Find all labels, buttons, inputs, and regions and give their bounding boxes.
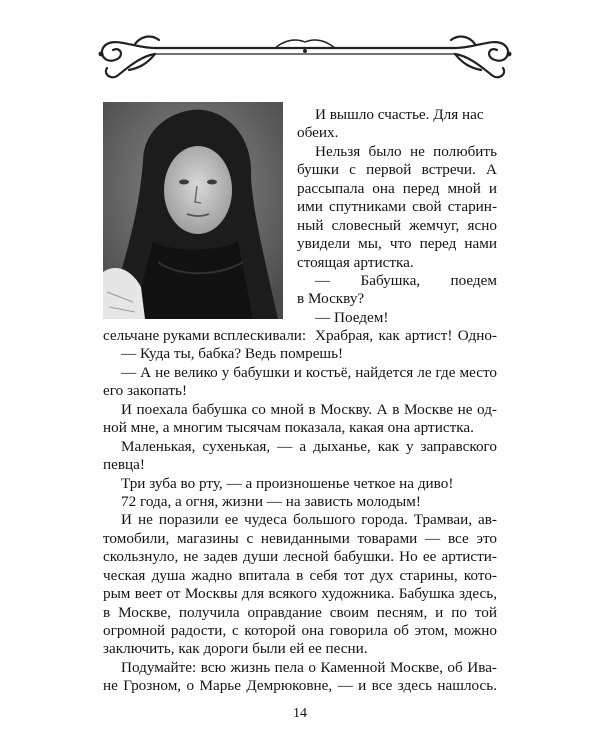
text-line: заключить, как дороги были ей ее песни. xyxy=(103,640,368,658)
text-line: Маленькая, сухенькая, — а дыханье, как у заправского xyxy=(121,437,497,455)
text-line: Храбрая, как артист! Одно- xyxy=(315,327,497,345)
text-line: Нельзя было не полюбить xyxy=(315,142,497,160)
text-line: — Поедем! xyxy=(315,308,389,326)
side-column-text xyxy=(297,106,497,346)
text-line: ческая душа жадно впитала в себя тот дух старины, кото- xyxy=(103,566,497,584)
text-line: И поехала бабушка со мной в Москву. А в Москве не од- xyxy=(121,400,497,418)
text-line: сельчане руками всплескивали: xyxy=(103,327,307,344)
text-line: огромной радости, с которой она говорила об этом, можно xyxy=(103,622,497,639)
text-line: И не поразили ее чудеса большого города. Трамваи, ав- xyxy=(121,511,497,529)
text-line: скользнуло, не задев души лесной бабушки. Но ее артисти- xyxy=(103,548,497,566)
portrait-photo xyxy=(103,102,283,319)
text-line: увидели мы, что перед нами xyxy=(297,235,497,253)
text-line: в Москве, получила оправдание своим песням, и по той xyxy=(103,603,497,621)
text-line: певца! xyxy=(103,456,145,474)
text-line: его закопать! xyxy=(103,382,188,400)
text-line: ной мне, а многим тысячам показала, какая она артистка. xyxy=(103,419,474,437)
text-line: бушки с первой встречи. А xyxy=(297,161,497,179)
page-number: 14 xyxy=(293,706,307,721)
text-line: в Москву? xyxy=(297,290,365,308)
text-line: томобили, магазины с невиданными товарами — все это xyxy=(103,529,497,547)
text-line: не Грозном, о Марье Демрюковне, — и все здесь нашлось. xyxy=(103,677,497,695)
ornament-header-icon xyxy=(95,30,515,85)
text-line: стоящая артистка. xyxy=(297,253,414,271)
text-line: обеих. xyxy=(297,124,339,142)
text-line: — А не велико у бабушки и костьё, найдется ле где место xyxy=(121,363,497,381)
text-line: ный словесный жемчуг, ясно xyxy=(297,216,497,234)
text-line: Подумайте: всю жизнь пела о Каменной Москве, об Ива- xyxy=(121,658,497,676)
text-line: 72 года, а огня, жизни — на зависть молодым! xyxy=(121,492,421,510)
main-body-text xyxy=(103,327,497,696)
text-line: И вышло счастье. Для нас xyxy=(315,106,484,123)
text-line: ими спутниками свой старин- xyxy=(297,198,497,216)
text-line: рассыпала она перед мной и xyxy=(297,179,497,197)
text-line: Три зуба во рту, — а произношенье четкое на диво! xyxy=(121,474,454,492)
text-line: — Бабушка, поедем xyxy=(315,271,497,289)
text-line: рым веет от Москвы для всякого художника. Бабушка здесь, xyxy=(103,585,497,603)
text-line: — Куда ты, бабка? Ведь помрешь! xyxy=(121,345,344,363)
elderly-woman-portrait-icon xyxy=(103,102,283,319)
